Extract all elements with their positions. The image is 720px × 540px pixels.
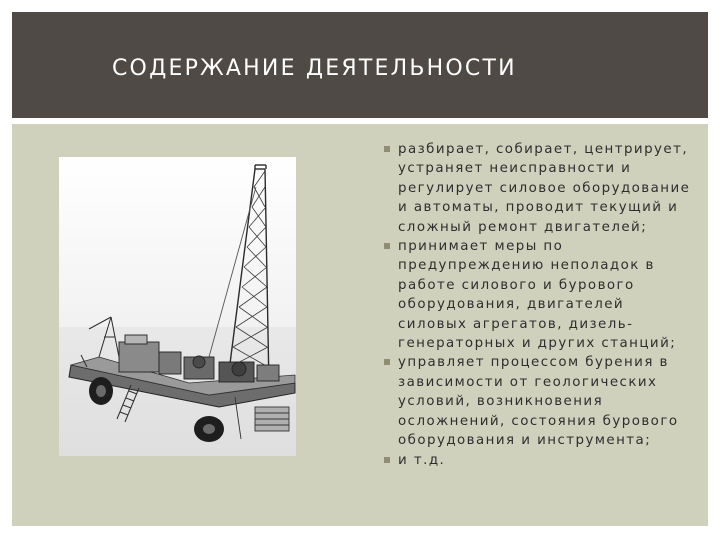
drilling-rig-illustration <box>59 157 296 456</box>
square-bullet-icon <box>384 243 390 249</box>
bullet-text: разбирает, собирает, центрирует, устраняет неисправности и регулирует силовое оборудование и автоматы, проводит текущий и сложный ремонт двигателей; <box>398 142 691 235</box>
list-item <box>384 353 694 450</box>
list-item <box>384 140 694 237</box>
list-item <box>384 237 694 353</box>
bullet-text: управляет процессом бурения в зависимости от геологических условий, возникновения осложнений, состояния бурового оборудования и инструмента; <box>398 355 679 449</box>
square-bullet-icon <box>384 457 390 463</box>
slide-title: СОДЕРЖАНИЕ ДЕЯТЕЛЬНОСТИ <box>112 56 517 81</box>
bullet-text: и т.д. <box>398 452 446 468</box>
square-bullet-icon <box>384 146 390 152</box>
bullet-text: принимает меры по предупреждению неполадок в работе силового и бурового оборудования, двигателей силовых агрегатов, дизель-генераторных и других станций; <box>398 239 677 352</box>
list-item <box>384 451 694 470</box>
drilling-rig-photo <box>59 157 296 456</box>
square-bullet-icon <box>384 359 390 365</box>
bullet-list <box>384 140 694 470</box>
